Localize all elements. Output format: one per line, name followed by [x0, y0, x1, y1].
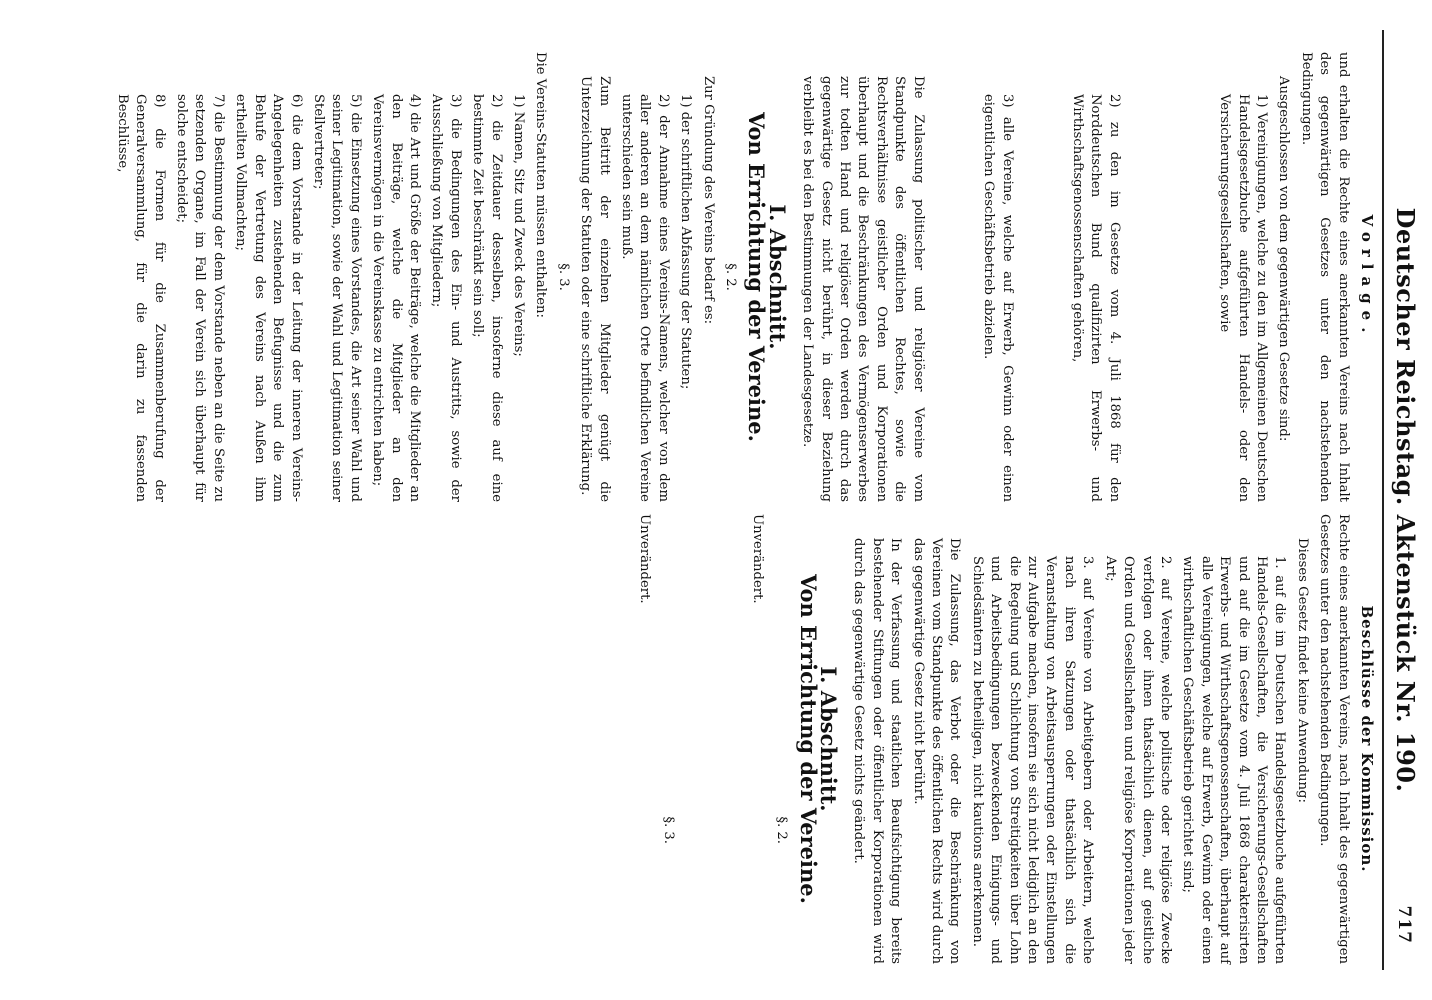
- left-para2-text: Zur Gründung des Vereins bedarf es:: [700, 76, 716, 325]
- running-head: Deutscher Reichstag. Aktenstück Nr. 190.: [1391, 207, 1420, 793]
- left-section-title: I. Abschnitt.: [764, 204, 790, 350]
- right-column-commission-resolutions: [631, 514, 1376, 964]
- left-item-3: 3) alle Vereine, welche auf Erwerb, Gewinn oder einen eigentlichen Geschäftsbetrieb abzielen.: [981, 94, 1015, 502]
- left-intro: und erhalten die Rechte eines anerkannten Vereins nach Inhalt des gegenwärtigen Gesetzes unter den nachstehenden Bedingungen.: [1298, 52, 1351, 502]
- left-para3-item-8: 8) die Formen für die Zusammenberufung der Generalversammlung, für die darin zu fassenden Beschlüsse,: [114, 94, 167, 502]
- left-column-original-draft: [108, 52, 1376, 502]
- left-para2-item-1: 1) der schriftlichen Abfassung der Statuten;: [678, 94, 694, 390]
- left-para3-item-7: 7) die Bestimmung der dem Vorstande neben an die Seite zu setzenden Organe, im Fall der Verein sich überhaupt für solche entscheidet;: [174, 94, 226, 502]
- right-item-2: 2. auf Vereine, welche politische oder religiöse Zwecke verfolgen oder ihnen thatsächlich dienen, auf geistliche Orden und Gesellschaften und religiöse Korporationen jeder Art;: [1102, 556, 1173, 964]
- right-section-title: I. Abschnitt.: [816, 666, 842, 812]
- left-section-subtitle: Von Errichtung der Vereine.: [744, 112, 770, 442]
- left-excluded: Ausgeschlossen von dem gegenwärtigen Gesetze sind:: [1276, 76, 1292, 442]
- right-paragraph-2: §. 2.: [774, 816, 790, 844]
- right-constitution: In der Verfassung und staatlichen Beaufsichtigung bereits bestehender Stiftungen oder öffentlicher Korporationen wird durch das gegenwärtige Gesetz nichts geändert.: [851, 538, 904, 964]
- left-para3-item-5: 5) die Einsetzung eines Vorstandes, die Art seiner Wahl und seiner Legitimation, sowie der Wahl und Legitimation seiner Stellvertreter;: [310, 94, 363, 502]
- right-applies: Dieses Gesetz findet keine Anwendung:: [1294, 538, 1310, 803]
- header-rule: [1382, 30, 1384, 970]
- left-para3-text: Die Vereins-Statuten müssen enthalten:: [533, 52, 549, 318]
- right-section-subtitle: Von Errichtung der Vereine.: [795, 574, 821, 904]
- right-intro: Rechte eines anerkannten Vereins, nach Inhalt des gegenwärtigen Gesetzes unter den nachstehenden Bedingungen.: [1317, 514, 1351, 964]
- right-paragraph-3: §. 3.: [661, 816, 677, 844]
- left-politics: Die Zulassung politischer und religiöser Vereine vom Standpunkte des öffentlichen Rechtes, sowie die Rechtsverhältnisse geistlicher Orden und Korporationen überhaupt und die Beschränkungen des Vermögenserwerbes zur todten Hand und religiöser Orden werden durch das gegenwärtige Gesetz nicht berührt, in dieser Beziehung verbleibt es bei den Bestimmungen der Landesgesetze.: [800, 76, 926, 502]
- left-para3-item-2: 2) die Zeitdauer desselben, insoferne diese auf eine bestimmte Zeit beschränkt sein soll;: [470, 94, 504, 502]
- page-number: 717: [1394, 905, 1414, 944]
- right-unchanged-1: Unverändert.: [749, 514, 765, 604]
- left-item-1: 1) Vereinigungen, welche zu den im Allgemeinen Deutschen Handelsgesetzbuche aufgeführten Handels- oder den Versicherungsgesellschaften, sowie: [1217, 94, 1269, 502]
- left-item-2: 2) zu den im Gesetze vom 4. Juli 1868 für den Norddeutschen Bund qualifizirten Erwerbs- und Wirthschaftsgenossenschaften gehören,: [1069, 94, 1122, 502]
- left-paragraph-3: §. 3.: [555, 263, 571, 291]
- right-ban: Die Zulassung, das Verbot oder die Beschränkung von Vereinen vom Standpunkte des öffentlichen Rechts wird durch das gegenwärtige Gesetz nicht berührt.: [910, 538, 963, 964]
- left-para3-item-1: 1) Namen, Sitz und Zweck des Vereins;: [511, 94, 526, 357]
- left-column-title: Vorlage.: [1358, 214, 1376, 340]
- left-para3-item-6: 6) die dem Vorstande in der Leitung der inneren Vereins-Angelegenheiten zustehenden Befugnisse und die zum Behufe der Vertretung des Vereins nach Außen ihm ertheilten Vollmachten;: [233, 94, 304, 502]
- left-paragraph-2: §. 2.: [723, 263, 739, 291]
- right-unchanged-2: Unverändert.: [637, 514, 652, 604]
- left-para3-item-3: 3) die Bedingungen des Ein- und Austritts, sowie der Ausschließung von Mitgliedern;: [429, 94, 463, 502]
- right-item-3: 3. auf Vereine von Arbeitgebern oder Arbeitern, welche nach ihren Satzungen oder thatsächlich sich die Veranstaltung von Arbeitsausperrungen oder Einstellungen zur Aufgabe machen, insofern sie sich nicht lediglich an den die Regelung und Schlichtung von Streitigkeiten über Lohn und Arbeitsbedingungen bezweckenden Einigungs- und Schiedsämtern zu betheiligen, nicht kautions anerkennen.: [969, 556, 1096, 964]
- left-para3-item-4: 4) die Art und Größe der Beiträge, welche die Mitglieder an den Beiträge, welche die Mitglieder an den Vereinsvermögen in die Vereinskasse zu entrichten haben;: [370, 94, 422, 502]
- right-item-1: 1. auf die im Deutschen Handelsgesetzbuche aufgeführten Handels-Gesellschaften, die Versicherungs-Gesellschaften und auf die im Gesetze vom 4. Juli 1868 charakterisirten Erwerbs- und Wirthschaftsgenossenschaften, überhaupt auf alle Vereinigungen, welche auf Erwerb, Gewinn oder einen wirthschaftlichen Geschäftsbetrieb gerichtet sind;: [1180, 556, 1288, 964]
- right-column-title: Beschlüsse der Kommission.: [1358, 605, 1376, 873]
- left-para2-item-2: 2) der Annahme eines Vereins-Namens, welcher von dem aller anderen an dem nämlichen Orte befindlichen Vereine unterschieden sein muß.: [619, 94, 671, 502]
- left-para2-join: Zum Beitritt der einzelnen Mitglieder genügt die Unterzeichnung der Statuten oder eine schriftliche Erklärung.: [578, 76, 612, 502]
